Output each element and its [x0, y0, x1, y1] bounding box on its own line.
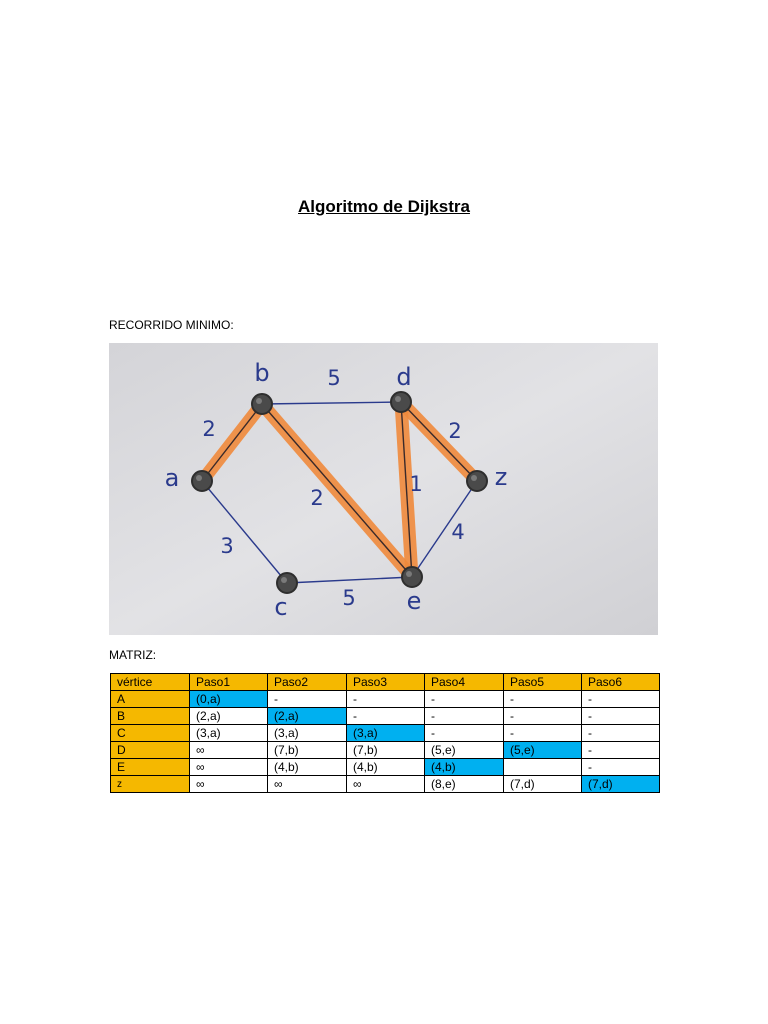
header-step-5: Paso5	[504, 674, 582, 691]
matrix-cell: (3,a)	[190, 725, 268, 742]
matrix-cell: (4,b)	[425, 759, 504, 776]
table-row	[111, 742, 660, 759]
node-a	[192, 471, 212, 491]
row-vertex: C	[111, 725, 190, 742]
matrix-cell	[504, 759, 582, 776]
table-row	[111, 691, 660, 708]
paper-background	[109, 343, 658, 635]
matrix-cell: ∞	[190, 742, 268, 759]
row-vertex: A	[111, 691, 190, 708]
matrix-cell: -	[582, 742, 660, 759]
matrix-cell: (3,a)	[347, 725, 425, 742]
matrix-cell: (4,b)	[347, 759, 425, 776]
matrix-cell: (3,a)	[268, 725, 347, 742]
node-label-e: e	[406, 587, 422, 615]
matrix-cell: (5,e)	[425, 742, 504, 759]
matrix-cell: -	[425, 691, 504, 708]
matrix-cell: (8,e)	[425, 776, 504, 793]
header-step-2: Paso2	[268, 674, 347, 691]
matrix-cell: -	[582, 759, 660, 776]
matrix-cell: -	[504, 725, 582, 742]
matrix-cell: ∞	[190, 776, 268, 793]
table-row	[111, 725, 660, 742]
page-title: Algoritmo de Dijkstra	[298, 197, 470, 216]
matrix-cell: -	[347, 691, 425, 708]
matrix-cell: ∞	[347, 776, 425, 793]
node-d	[391, 392, 411, 412]
matrix-cell: ∞	[268, 776, 347, 793]
matrix-cell: -	[268, 691, 347, 708]
graph-photo	[109, 343, 658, 635]
node-e	[402, 567, 422, 587]
edge-weight-d-e: 1	[409, 472, 423, 496]
header-step-3: Paso3	[347, 674, 425, 691]
node-label-z: z	[494, 463, 508, 491]
matrix-cell: -	[504, 708, 582, 725]
header-step-4: Paso4	[425, 674, 504, 691]
node-label-c: c	[274, 593, 288, 621]
edge-weight-a-c: 3	[220, 534, 234, 558]
matrix-cell: -	[582, 725, 660, 742]
matrix-cell: (2,a)	[268, 708, 347, 725]
matrix-cell: (5,e)	[504, 742, 582, 759]
matrix-cell: -	[425, 708, 504, 725]
table-row	[111, 759, 660, 776]
node-shine-a	[196, 475, 202, 481]
matrix-cell: (4,b)	[268, 759, 347, 776]
matrix-section-label: MATRIZ:	[109, 648, 157, 662]
node-shine-z	[471, 475, 477, 481]
table-row	[111, 776, 660, 793]
matrix-cell: (7,b)	[268, 742, 347, 759]
header-step-6: Paso6	[582, 674, 660, 691]
matrix-cell: (0,a)	[190, 691, 268, 708]
route-section-label: RECORRIDO MINIMO:	[109, 318, 234, 332]
edge-weight-a-b: 2	[202, 417, 216, 441]
node-shine-d	[395, 396, 401, 402]
matrix-header-row	[111, 674, 660, 691]
header-step-1: Paso1	[190, 674, 268, 691]
matrix-cell: -	[582, 691, 660, 708]
node-shine-e	[406, 571, 412, 577]
matrix-cell: ∞	[190, 759, 268, 776]
node-label-d: d	[396, 363, 412, 391]
matrix-cell: (7,d)	[504, 776, 582, 793]
matrix-cell: -	[582, 708, 660, 725]
table-row	[111, 708, 660, 725]
edge-weight-b-e: 2	[310, 486, 324, 510]
row-vertex: z	[111, 776, 190, 793]
dijkstra-matrix	[110, 673, 660, 793]
node-c	[277, 573, 297, 593]
matrix-cell: (7,d)	[582, 776, 660, 793]
row-vertex: E	[111, 759, 190, 776]
row-vertex: B	[111, 708, 190, 725]
node-label-b: b	[254, 359, 270, 387]
matrix-cell: -	[425, 725, 504, 742]
node-shine-c	[281, 577, 287, 583]
row-vertex: D	[111, 742, 190, 759]
edge-weight-e-z: 4	[451, 520, 465, 544]
matrix-cell: -	[504, 691, 582, 708]
edge-weight-c-e: 5	[342, 586, 356, 610]
node-shine-b	[256, 398, 262, 404]
matrix-cell: (7,b)	[347, 742, 425, 759]
edge-weight-b-d: 5	[327, 366, 341, 390]
node-z	[467, 471, 487, 491]
edge-weight-d-z: 2	[448, 419, 462, 443]
header-vertex: vértice	[111, 674, 190, 691]
node-label-a: a	[164, 464, 180, 492]
node-b	[252, 394, 272, 414]
matrix-cell: (2,a)	[190, 708, 268, 725]
matrix-cell: -	[347, 708, 425, 725]
graph-drawing	[109, 343, 658, 635]
